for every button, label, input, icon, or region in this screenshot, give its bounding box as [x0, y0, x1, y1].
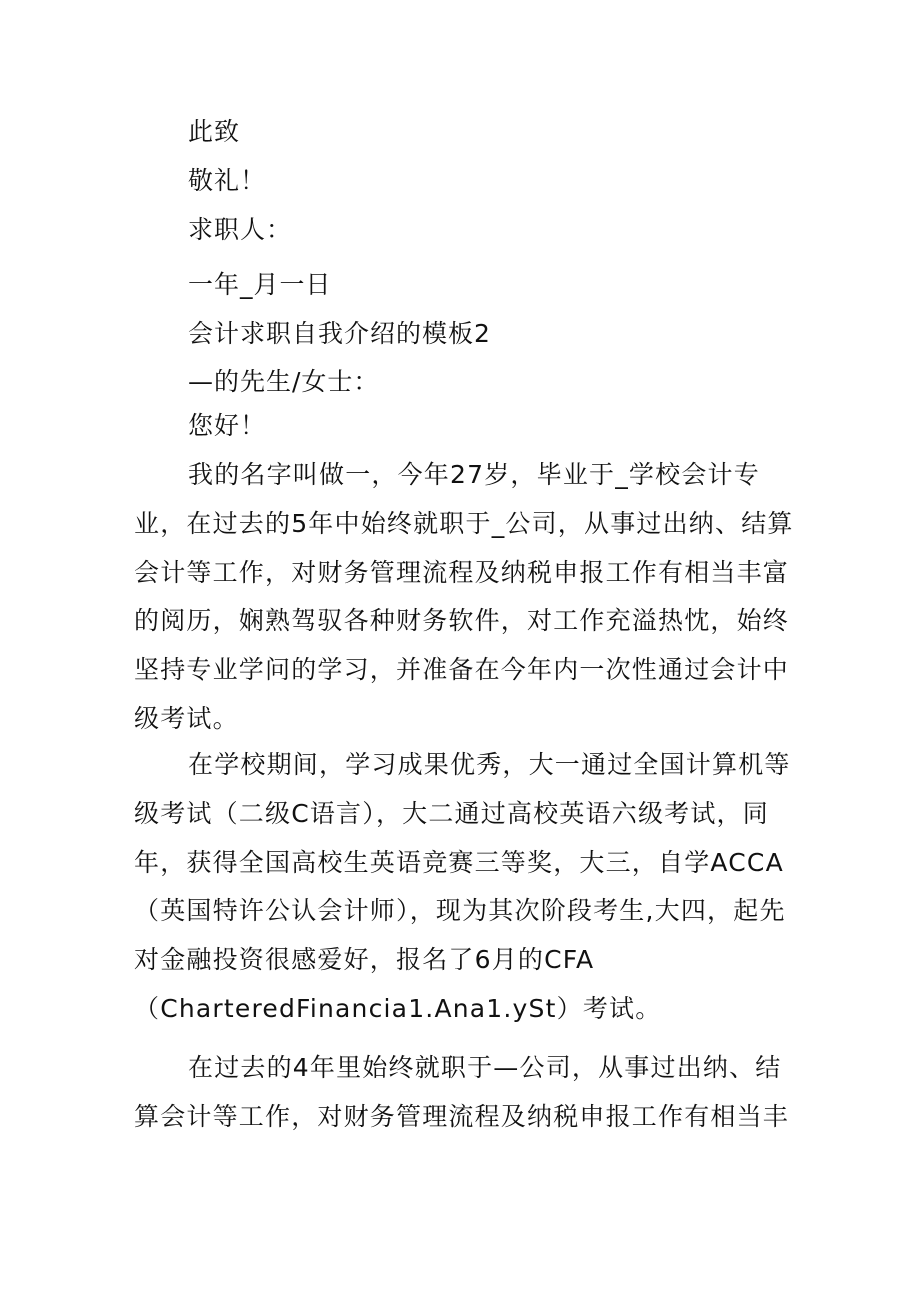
- section-title: 会计求职自我介绍的模板2: [188, 319, 491, 348]
- applicant-line: 求职人：: [188, 215, 293, 244]
- greeting: 您好！: [188, 411, 267, 440]
- paragraph-2: 在学校期间，学习成果优秀，大一通过全国计算机等级考试（二级C语言），大二通过高校英语六级考试，同年，获得全国高校生英语竞赛三等奖，大三，自学ACCA（英国特许公认会计师），现为其次阶段考生,大四，起先对金融投资很感爱好，报名了6月的CFA（CharteredFinancia1.Ana1.ySt）考试。: [134, 750, 791, 1023]
- salutation: —的先生/女士：: [188, 367, 380, 396]
- paragraph-1: 我的名字叫做一，今年27岁，毕业于_学校会计专业，在过去的5年中始终就职于_公司，从事过出纳、结算会计等工作，对财务管理流程及纳税申报工作有相当丰富的阅历，娴熟驾驭各种财务软件，对工作充溢热忱，始终坚持专业学问的学习，并准备在今年内一次性通过会计中级考试。: [134, 460, 794, 733]
- date-line: 一年_月一日: [188, 270, 332, 299]
- paragraph-3: 在过去的4年里始终就职于—公司，从事过出纳、结算会计等工作，对财务管理流程及纳税申报工作有相当丰: [134, 1053, 790, 1131]
- closing-line-2: 敬礼！: [188, 166, 267, 195]
- closing-line-1: 此致: [188, 117, 241, 146]
